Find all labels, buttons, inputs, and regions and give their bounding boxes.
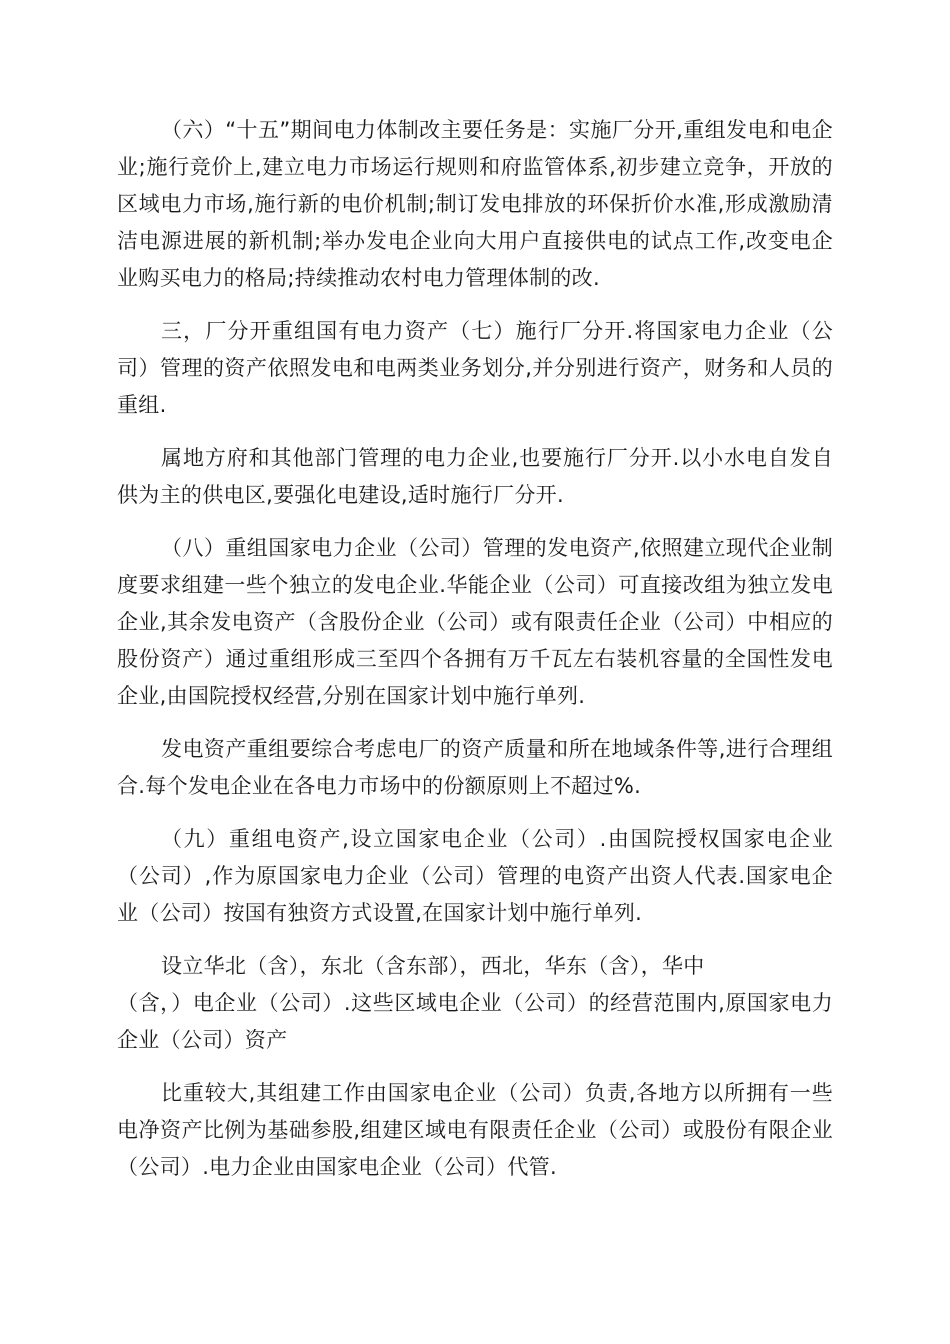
paragraph-task-six: （六）“十五”期间电力体制改主要任务是：实施厂分开,重组发电和电企业;施行竞价上,建立电力市场运行规则和府监管体系,初步建立竞争，开放的区域电力市场,施行新的电价机制;制订发电排放的环保折价水准,形成激励清洁电源进展的新机制;举办发电企业向大用户直接供电的试点工作,改变电企业购买电力的格局;持续推动农村电力管理体制的改.: [117, 118, 833, 290]
paragraph-section-three: 三，厂分开重组国有电力资产（七）施行厂分开.将国家电力企业（公司）管理的资产依照发电和电两类业务划分,并分别进行资产，财务和人员的重组.: [117, 319, 833, 417]
paragraph-item-nine: （九）重组电资产,设立国家电企业（公司）.由国院授权国家电企业（公司）,作为原国家电力企业（公司）管理的电资产出资人代表.国家电企业（公司）按国有独资方式设置,在国家计划中施行单列.: [117, 827, 833, 925]
paragraph-asset-restructuring: 发电资产重组要综合考虑电厂的资产质量和所在地域条件等,进行合理组合.每个发电企业在各电力市场中的份额原则上不超过%.: [117, 737, 833, 798]
paragraph-item-eight: （八）重组国家电力企业（公司）管理的发电资产,依照建立现代企业制度要求组建一些个独立的发电企业.华能企业（公司）可直接改组为独立发电企业,其余发电资产（含股份企业（公司）或有限责任企业（公司）中相应的股份资产）通过重组形成三至四个各拥有万千瓦左右装机容量的全国性发电企业,由国院授权经营,分别在国家计划中施行单列.: [117, 536, 833, 708]
paragraph-local-enterprises: 属地方府和其他部门管理的电力企业,也要施行厂分开.以小水电自发自供为主的供电区,要强化电建设,适时施行厂分开.: [117, 446, 833, 507]
paragraph-share-proportion: 比重较大,其组建工作由国家电企业（公司）负责,各地方以所拥有一些电净资产比例为基础参股,组建区域电有限责任企业（公司）或股份有限企业（公司）.电力企业由国家电企业（公司）代管.: [117, 1081, 833, 1179]
paragraph-regional-companies: 设立华北（含），东北（含东部），西北，华东（含），华中 （含，）电企业（公司）.这些区域电企业（公司）的经营范围内,原国家电力企业（公司）资产: [117, 954, 833, 1052]
document-body: [117, 112, 833, 1202]
